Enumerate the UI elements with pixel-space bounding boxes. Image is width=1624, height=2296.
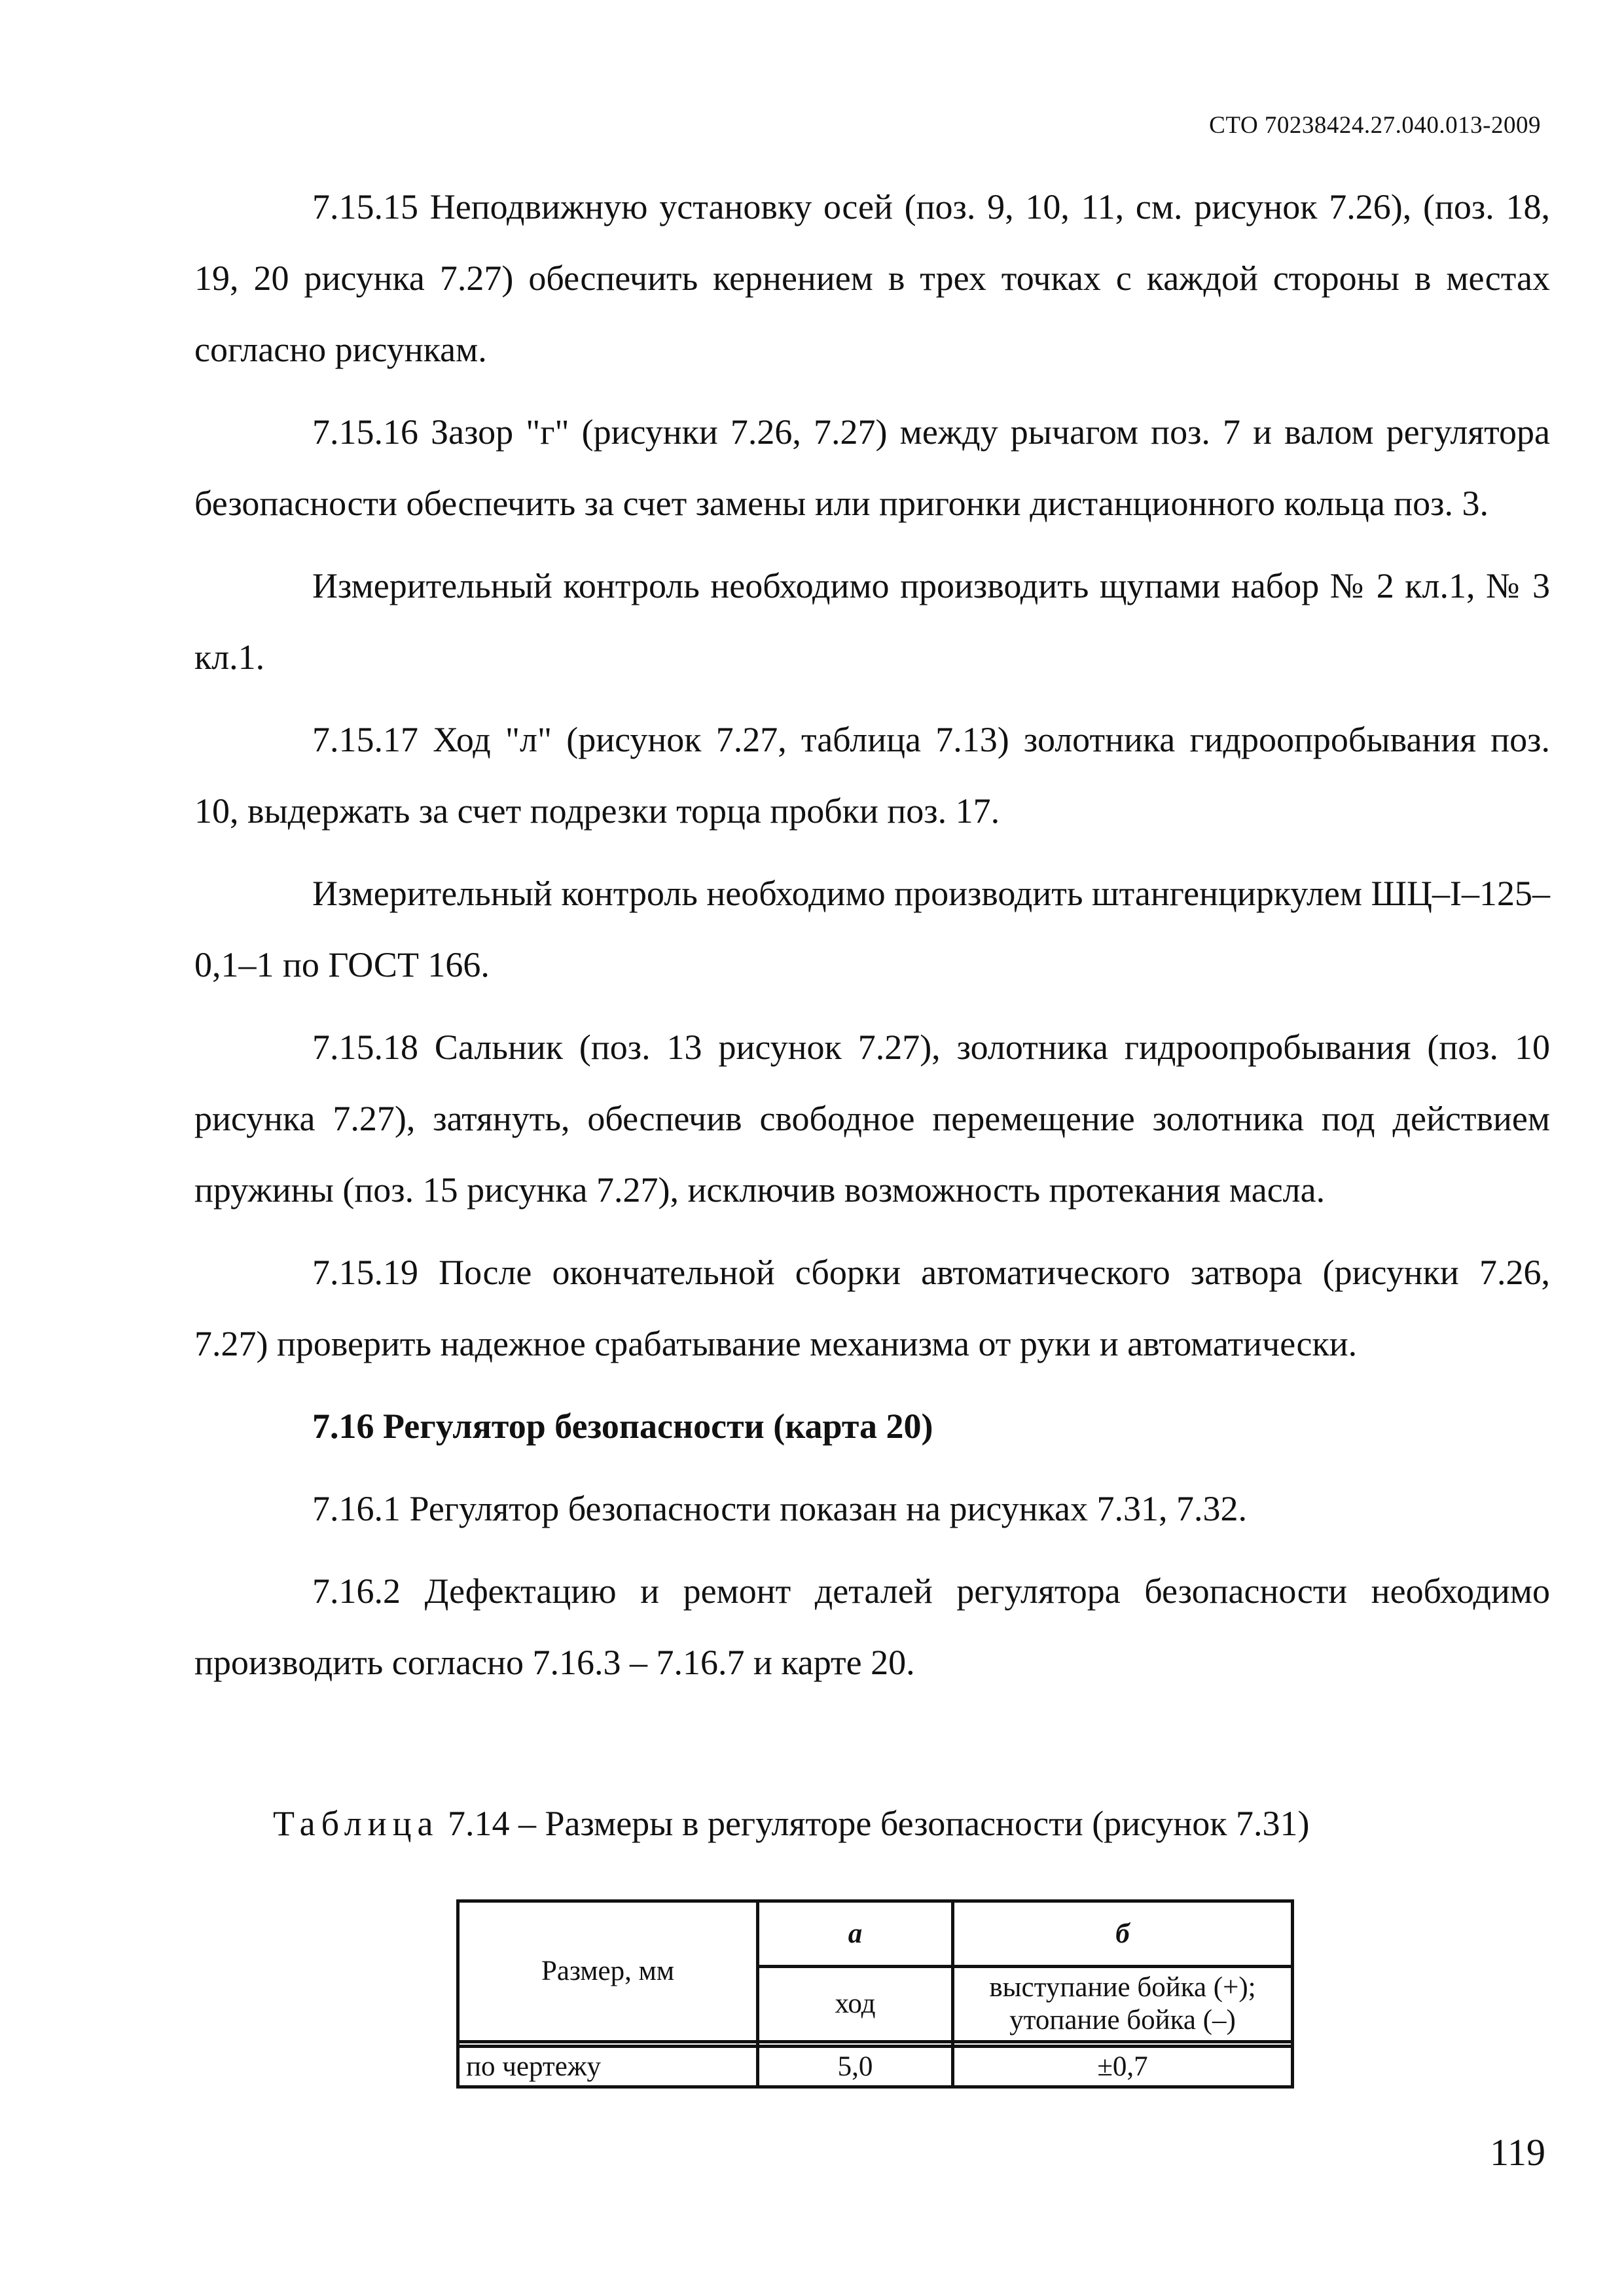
- paragraph-7-15-18: 7.15.18 Сальник (поз. 13 рисунок 7.27), золотника гидроопробывания (поз. 10 рисунка 7.27), затянуть, обеспечив свободное перемещение золотника под действием пружины (поз. 15 рисунка 7.27), исключив возможность протекания масла.: [194, 1028, 1550, 1210]
- column-b-name-line2: утопание бойка (–): [1009, 2005, 1236, 2036]
- table-header-row: [458, 1901, 1293, 1967]
- row-header-cell: Размер, мм: [458, 1901, 758, 2042]
- paragraph-7-15-19: 7.15.19 После окончательной сборки автоматического затвора (рисунки 7.26, 7.27) проверить надежное срабатывание механизма от руки и автоматически.: [194, 1253, 1550, 1363]
- table-header-separator: [458, 2042, 1293, 2047]
- paragraph-7-16-1: 7.16.1 Регулятор безопасности показан на рисунках 7.31, 7.32.: [312, 1489, 1247, 1528]
- column-b-name: [953, 1967, 1293, 2042]
- paragraph-measurement-caliper: Измерительный контроль необходимо производить штангенциркулем ШЦ–I–125–0,1–1 по ГОСТ 166.: [194, 874, 1550, 984]
- paragraph-7-16-2: 7.16.2 Дефектацию и ремонт деталей регулятора безопасности необходимо производить согласно 7.16.3 – 7.16.7 и карте 20.: [194, 1571, 1550, 1682]
- table-row: [458, 2047, 1293, 2087]
- document-body: [194, 171, 1550, 1710]
- row-label-cell: по чертежу: [458, 2047, 758, 2087]
- column-a-letter: а: [758, 1901, 953, 1967]
- table-caption: [273, 1803, 1310, 1844]
- value-a-cell: 5,0: [758, 2047, 953, 2087]
- paragraph-7-15-17: 7.15.17 Ход "л" (рисунок 7.27, таблица 7.13) золотника гидроопробывания поз. 10, выдержать за счет подрезки торца пробки поз. 17.: [194, 720, 1550, 831]
- column-b-letter: б: [953, 1901, 1293, 1967]
- document-code-header: СТО 70238424.27.040.013-2009: [1209, 112, 1541, 139]
- section-heading-7-16: 7.16 Регулятор безопасности (карта 20): [312, 1407, 933, 1446]
- paragraph-7-15-16: 7.15.16 Зазор "г" (рисунки 7.26, 7.27) между рычагом поз. 7 и валом регулятора безопасности обеспечить за счет замены или пригонки дистанционного кольца поз. 3.: [194, 412, 1550, 523]
- table-caption-label: Таблица: [273, 1804, 439, 1843]
- value-b-cell: ±0,7: [953, 2047, 1293, 2087]
- table-caption-text: 7.14 – Размеры в регуляторе безопасности (рисунок 7.31): [439, 1804, 1310, 1843]
- paragraph-measurement-feelers: Измерительный контроль необходимо производить щупами набор № 2 кл.1, № 3 кл.1.: [194, 566, 1550, 677]
- paragraph-7-15-15: 7.15.15 Неподвижную установку осей (поз. 9, 10, 11, см. рисунок 7.26), (поз. 18, 19, 20 рисунка 7.27) обеспечить кернением в трех точках с каждой стороны в местах согласно рисункам.: [194, 187, 1550, 369]
- column-b-name-line1: выступание бойка (+);: [989, 1972, 1256, 2003]
- column-a-name: ход: [758, 1967, 953, 2042]
- dimensions-table: [456, 1899, 1294, 2089]
- page-number: 119: [1490, 2131, 1545, 2174]
